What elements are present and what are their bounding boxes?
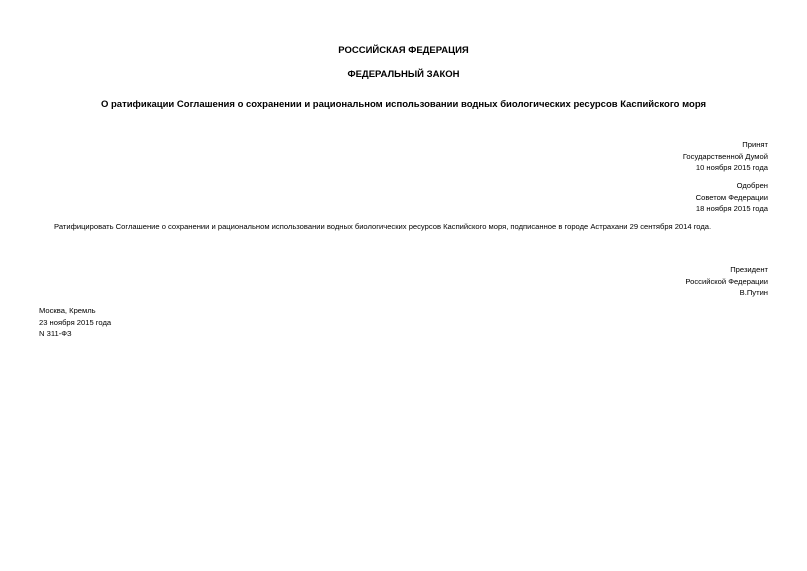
signatory-position: Президент: [730, 265, 768, 274]
law-number: N 311-ФЗ: [39, 329, 72, 339]
approval-label: Одобрен: [736, 181, 768, 190]
adoption-block: [683, 139, 768, 174]
approval-body: Советом Федерации: [695, 192, 768, 202]
signing-details: [39, 305, 111, 340]
approval-block: [696, 180, 768, 215]
signing-date: 23 ноября 2015 года: [39, 317, 112, 327]
law-body-text: Ратифицировать Соглашение о сохранении и рациональном использовании водных биологических ресурсов Каспийского моря, подписанное в городе Астрахани 29 сентября 2014 года.: [54, 222, 712, 231]
signatory-country: Российской Федерации: [685, 276, 768, 286]
signature-block: [685, 264, 768, 299]
adoption-body: Государственной Думой: [682, 151, 768, 161]
adoption-label: Принят: [742, 140, 768, 149]
approval-date: 18 ноября 2015 года: [695, 204, 768, 214]
country-heading: РОССИЙСКАЯ ФЕДЕРАЦИЯ: [338, 45, 469, 56]
signatory-name: В.Путин: [739, 288, 768, 298]
signing-place: Москва, Кремль: [39, 306, 96, 315]
adoption-date: 10 ноября 2015 года: [695, 163, 768, 173]
law-title: О ратификации Соглашения о сохранении и рациональном использовании водных биологических ресурсов Каспийского моря: [100, 99, 707, 110]
document-type-heading: ФЕДЕРАЛЬНЫЙ ЗАКОН: [347, 69, 460, 80]
